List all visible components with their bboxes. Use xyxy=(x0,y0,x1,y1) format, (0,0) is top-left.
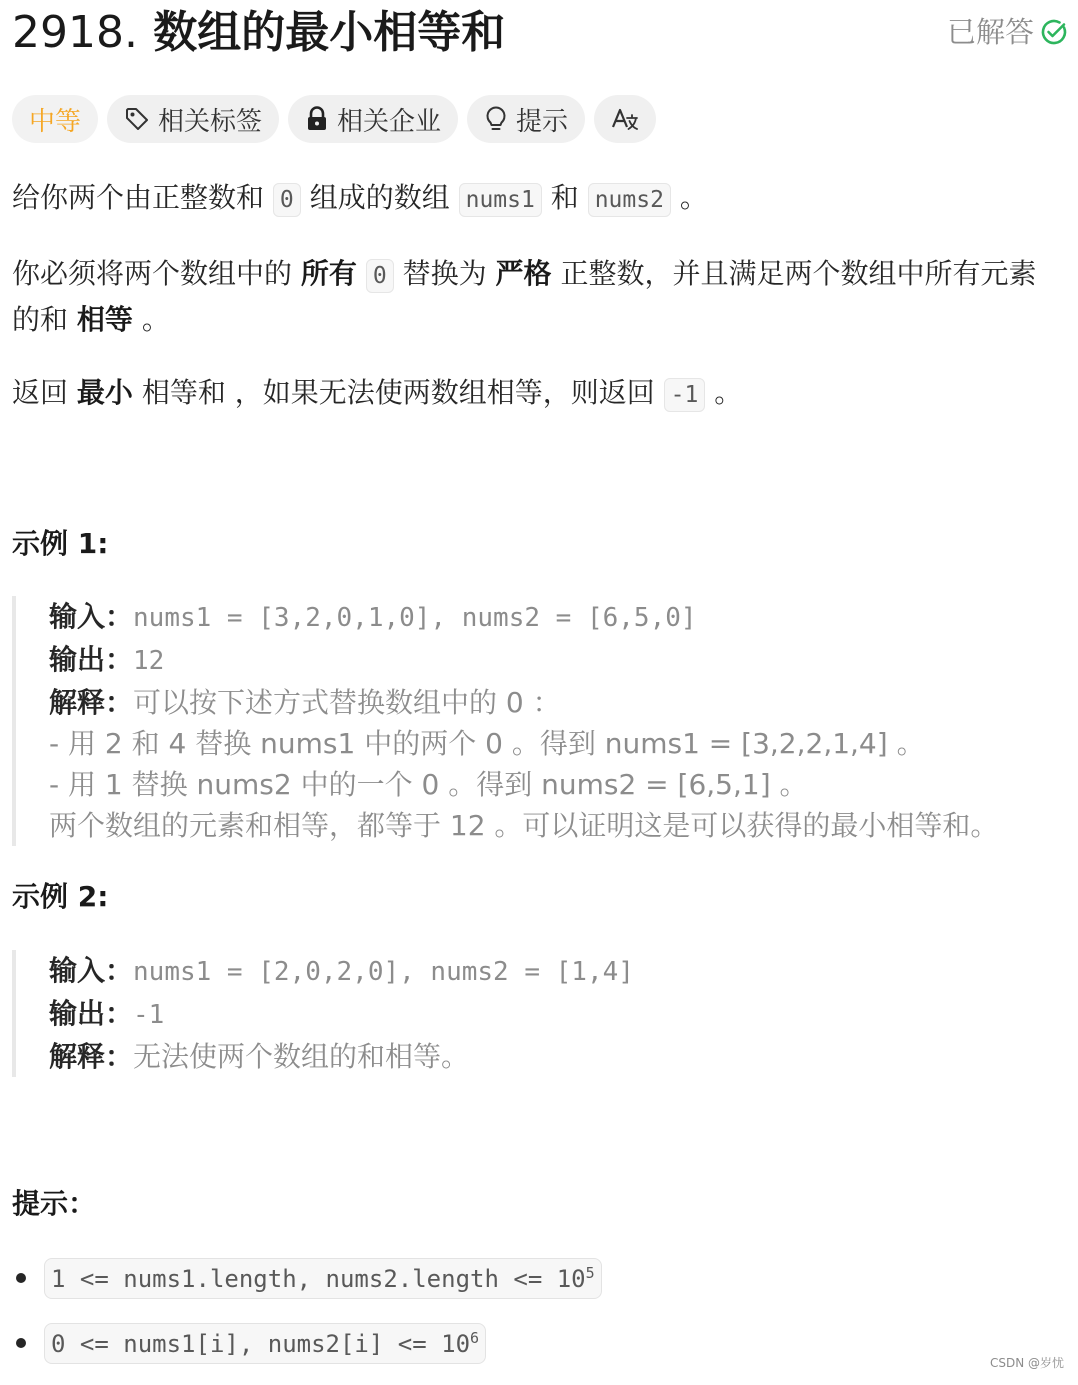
explain-label: 解释： xyxy=(49,686,134,719)
text-segment: 正整数，并且满足两个数组中所有元素的和 xyxy=(12,257,1037,336)
example-1-explain-line: - 用 2 和 4 替换 nums1 中的两个 0 。得到 nums1 = [3,2,2,1,4] 。 xyxy=(49,727,925,760)
text-segment: 和 xyxy=(550,181,579,214)
bold-text: 严格 xyxy=(495,257,552,290)
lock-icon xyxy=(305,106,329,132)
text-segment: 。 xyxy=(679,181,708,214)
description-paragraph-1 xyxy=(12,176,1062,222)
translate-button[interactable] xyxy=(594,95,656,143)
lightbulb-icon xyxy=(484,105,508,133)
solved-label: 已解答 xyxy=(946,15,1034,49)
bullet xyxy=(16,1338,26,1348)
example-1-explain-line: 两个数组的元素和相等，都等于 12 。可以证明这是可以获得的最小相等和。 xyxy=(49,809,999,842)
bullet xyxy=(16,1273,26,1283)
text-segment: 。 xyxy=(141,303,170,336)
input-label: 输入： xyxy=(49,954,134,987)
hint-label: 提示 xyxy=(516,106,569,137)
explain-text: 无法使两个数组的和相等。 xyxy=(133,1040,470,1073)
text-segment: 相等和 ，如果无法使两数组相等，则返回 xyxy=(141,376,655,409)
input-label: 输入： xyxy=(49,600,134,633)
related-tags-button[interactable] xyxy=(107,95,279,143)
problem-title[interactable] xyxy=(12,6,505,60)
constraints-heading: 提示： xyxy=(12,1187,97,1220)
example-2-block xyxy=(12,950,1062,1077)
related-companies-label: 相关企业 xyxy=(337,106,442,137)
example-1-heading: 示例 1: xyxy=(12,527,109,560)
output-label: 输出： xyxy=(49,997,134,1030)
text-segment: 组成的数组 xyxy=(309,181,450,214)
watermark: CSDN @岁忧 xyxy=(989,1356,1064,1370)
example-1-block xyxy=(12,596,1062,846)
exponent: 6 xyxy=(470,1328,480,1347)
hint-button[interactable] xyxy=(467,95,585,143)
constraint-item xyxy=(12,1255,602,1301)
constraint-text: 1 <= nums1.length, nums2.length <= 10 xyxy=(51,1264,586,1293)
check-circle-icon xyxy=(1040,18,1068,46)
input-value: nums1 = [2,0,2,0], nums2 = [1,4] xyxy=(133,957,634,987)
input-value: nums1 = [3,2,0,1,0], nums2 = [6,5,0] xyxy=(133,603,697,633)
example-1-explain-line: - 用 1 替换 nums2 中的一个 0 。得到 nums2 = [6,5,1] 。 xyxy=(49,768,808,801)
description-paragraph-2 xyxy=(12,252,1062,342)
text-segment: 。 xyxy=(714,376,743,409)
related-companies-button[interactable] xyxy=(288,95,458,143)
output-value: -1 xyxy=(133,1000,165,1030)
related-tags-label: 相关标签 xyxy=(158,106,263,137)
bold-text: 所有 xyxy=(300,257,357,290)
text-segment: 给你两个由正整数和 xyxy=(12,181,265,214)
translate-icon xyxy=(611,106,639,132)
constraint-item xyxy=(12,1320,602,1366)
inline-code: 0 xyxy=(273,183,301,217)
example-1-explain xyxy=(49,682,1062,723)
inline-code: nums1 xyxy=(459,183,542,217)
problem-number: 2918. xyxy=(12,7,138,58)
tag-bar xyxy=(12,95,656,143)
constraint-code xyxy=(44,1258,602,1299)
inline-code: 0 xyxy=(366,259,394,293)
inline-code: nums2 xyxy=(588,183,671,217)
difficulty-badge xyxy=(12,95,98,143)
output-value: 12 xyxy=(133,646,165,676)
bold-text: 最小 xyxy=(76,376,133,409)
description-paragraph-3 xyxy=(12,371,1062,417)
tag-icon xyxy=(124,106,150,132)
example-2-input xyxy=(49,950,1062,993)
explain-text: 可以按下述方式替换数组中的 0 ： xyxy=(133,686,561,719)
bold-text: 相等 xyxy=(76,303,133,336)
example-2-output xyxy=(49,993,1062,1036)
example-2-heading: 示例 2: xyxy=(12,880,109,913)
constraint-code xyxy=(44,1323,486,1364)
explain-label: 解释： xyxy=(49,1040,134,1073)
constraint-text: 0 <= nums1[i], nums2[i] <= 10 xyxy=(51,1329,471,1358)
problem-title-text: 数组的最小相等和 xyxy=(153,7,506,58)
example-1-input xyxy=(49,596,1062,639)
problem-header xyxy=(12,6,1068,62)
exponent: 5 xyxy=(585,1263,595,1282)
inline-code: -1 xyxy=(664,378,706,412)
text-segment: 你必须将两个数组中的 xyxy=(12,257,293,290)
text-segment: 返回 xyxy=(12,376,69,409)
example-1-output xyxy=(49,639,1062,682)
text-segment: 替换为 xyxy=(402,257,487,290)
solved-status xyxy=(947,12,1068,52)
difficulty-label: 中等 xyxy=(29,106,82,137)
example-2-explain xyxy=(49,1036,1062,1077)
constraints-list xyxy=(12,1255,602,1385)
output-label: 输出： xyxy=(49,643,134,676)
